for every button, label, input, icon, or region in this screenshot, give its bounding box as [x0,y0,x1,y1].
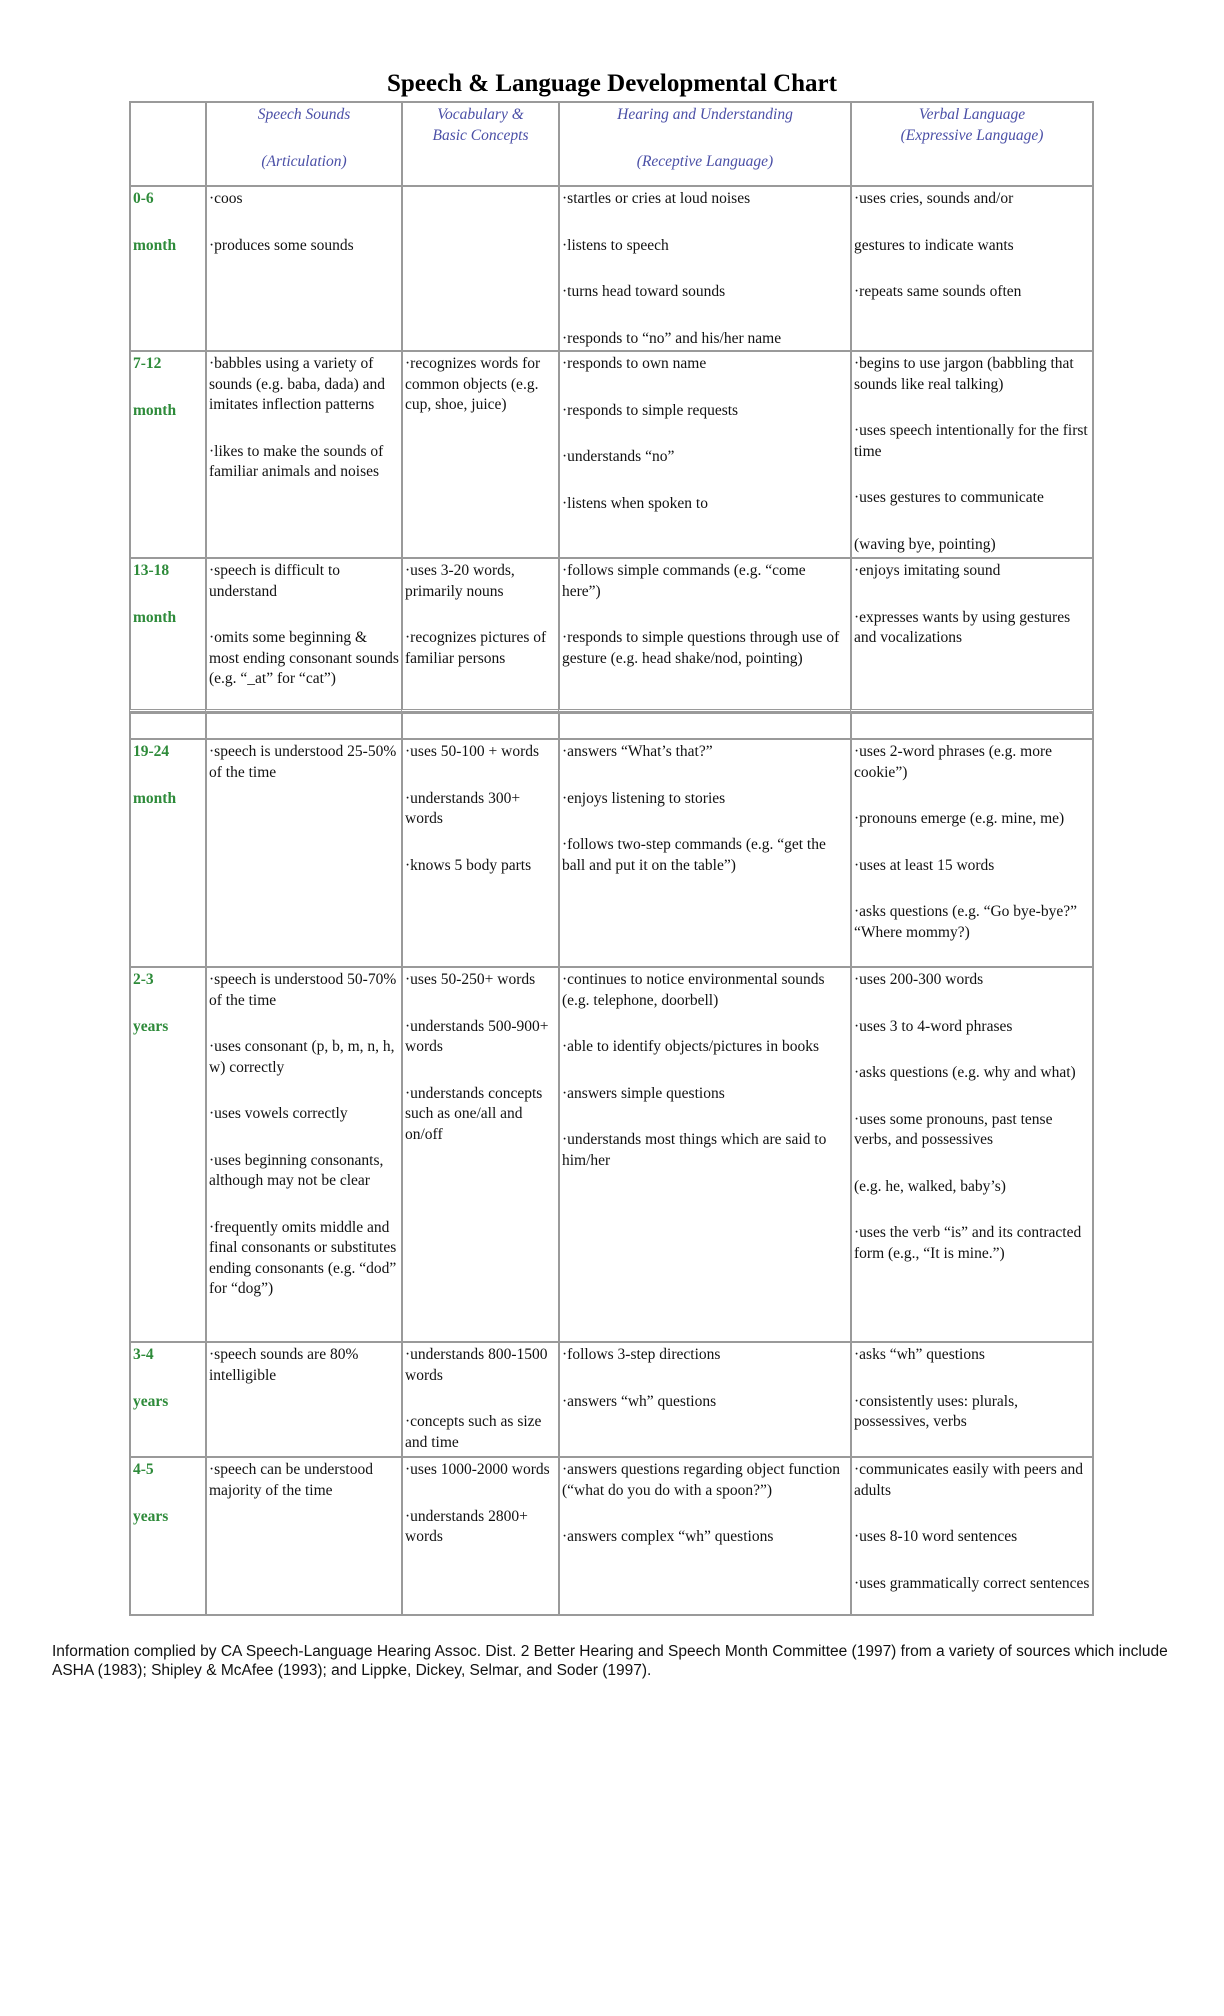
age-unit: month [133,236,177,254]
vocab-cell [401,1456,558,1616]
age-unit: years [133,1507,169,1525]
milestone-item: ·turns head toward sounds [562,283,726,300]
vocab-cell [401,557,558,712]
milestone-item: ·communicates easily with peers and adults [854,1461,1083,1499]
speech-cell [205,185,401,350]
age-cell [129,1341,205,1456]
milestone-item: ·speech sounds are 80% intelligible [209,1346,359,1384]
verbal-cell [850,966,1094,1341]
age-range: 19-24 [133,743,170,760]
spacer-cell [850,712,1094,738]
header-verbal-title: Verbal Language [918,106,1026,123]
milestone-item: ·repeats same sounds often [854,283,1022,300]
milestone-item: ·uses the verb “is” and its contracted form (e.g., “It is mine.”) [854,1224,1082,1262]
milestone-item: ·uses consonant (p, b, m, n, h, w) correctly [209,1038,395,1076]
milestone-item: ·speech is difficult to understand [209,562,341,600]
age-unit: month [133,789,177,807]
milestone-item: ·speech is understood 25-50% of the time [209,743,397,781]
header-vocabulary [401,101,558,185]
milestone-item: ·follows 3-step directions [562,1346,721,1363]
hearing-cell [558,185,850,350]
verbal-cell [850,185,1094,350]
milestone-item: ·responds to simple requests [562,401,739,419]
milestone-item: ·speech can be understood majority of the time [209,1461,373,1499]
speech-cell [205,1341,401,1456]
milestone-item: ·uses 3-20 words, primarily nouns [405,562,515,600]
age-unit: years [133,1392,169,1410]
milestone-item: ·answers questions regarding object function (“what do you do with a spoon?”) [562,1461,841,1499]
milestone-item: ·follows two-step commands (e.g. “get the ball and put it on the table”) [562,836,826,874]
milestone-item: ·understands concepts such as one/all and on/off [405,1084,543,1143]
milestone-item: ·uses gestures to communicate [854,489,1044,506]
milestone-item: ·answers complex “wh” questions [562,1528,774,1545]
milestone-item: ·omits some beginning & most ending consonant sounds (e.g. “_at” for “cat”) [209,629,399,687]
milestone-item: ·uses 50-250+ words [405,971,536,988]
milestone-item: ·uses at least 15 words [854,856,995,874]
milestone-item: (e.g. he, walked, baby’s) [854,1177,1006,1195]
speech-cell [205,738,401,966]
header-verbal [850,101,1094,185]
speech-cell [205,966,401,1341]
vocab-cell [401,738,558,966]
milestone-item: ·answers “What’s that?” [562,743,713,760]
spacer-cell [205,712,401,738]
age-range: 2-3 [133,971,154,988]
age-range: 7-12 [133,355,162,372]
header-hearing-title: Hearing and Understanding [617,106,793,123]
milestone-item: ·likes to make the sounds of familiar animals and noises [209,442,384,480]
page-title: Speech & Language Developmental Chart [387,70,837,97]
milestone-item: ·expresses wants by using gestures and vocalizations [854,608,1071,646]
speech-cell [205,1456,401,1616]
milestone-item: ·asks questions (e.g. “Go bye-bye?” “Where mommy?) [854,903,1077,941]
milestone-item: ·understands 800-1500 words [405,1346,548,1384]
milestone-item: gestures to indicate wants [854,236,1014,254]
age-range: 4-5 [133,1461,154,1478]
hearing-cell [558,557,850,712]
milestone-item: ·understands “no” [562,448,675,465]
table-row [129,350,1094,557]
milestone-item: ·uses 2-word phrases (e.g. more cookie”) [854,743,1052,781]
speech-cell [205,350,401,557]
spacer-cell [558,712,850,738]
milestone-item: ·babbles using a variety of sounds (e.g. baba, dada) and imitates inflection patterns [209,355,386,413]
spacer-cell [129,712,205,738]
header-verbal-subtitle: (Expressive Language) [900,126,1044,144]
verbal-cell [850,1341,1094,1456]
age-cell [129,350,205,557]
milestone-item: ·uses grammatically correct sentences [854,1574,1090,1592]
milestone-item: ·uses speech intentionally for the first time [854,422,1088,460]
hearing-cell [558,1456,850,1616]
milestone-item: ·pronouns emerge (e.g. mine, me) [854,810,1065,827]
header-speech-sounds-title: Speech Sounds [257,106,351,123]
milestone-item: ·uses 8-10 word sentences [854,1528,1018,1545]
milestone-item: ·enjoys listening to stories [562,789,726,807]
footnote: Information complied by CA Speech-Language Hearing Assoc. Dist. 2 Better Hearing and Speech Month Committee (1997) from a variety of sources which include ASHA (1983); Shipley & McAfee (1993); and Lippke, Dickey, Selmar, and Soder (1997). [52,1643,1168,1679]
age-cell [129,738,205,966]
header-row [129,101,1094,185]
milestone-item: ·frequently omits middle and final consonants or substitutes ending consonants (e.g. “dod” for “dog”) [209,1218,397,1297]
spacer-row [129,712,1094,738]
milestone-item: ·consistently uses: plurals, possessives, verbs [854,1392,1019,1430]
milestone-item: ·concepts such as size and time [405,1413,542,1451]
age-cell [129,966,205,1341]
milestone-item: ·recognizes words for common objects (e.g. cup, shoe, juice) [405,355,541,413]
vocab-cell [401,350,558,557]
header-age-cell [129,101,205,185]
verbal-cell [850,738,1094,966]
table-row [129,1341,1094,1456]
table-row [129,738,1094,966]
age-cell [129,557,205,712]
milestone-item: ·understands most things which are said to him/her [562,1131,827,1169]
age-unit: month [133,401,177,419]
milestone-item: ·knows 5 body parts [405,856,532,874]
milestone-item: ·able to identify objects/pictures in books [562,1038,819,1055]
developmental-chart-table [129,101,1094,1616]
age-cell [129,185,205,350]
milestone-item: ·uses 3 to 4-word phrases [854,1017,1013,1035]
milestone-item: ·produces some sounds [209,236,354,254]
milestone-item: ·understands 500-900+ words [405,1017,549,1055]
milestone-item: ·continues to notice environmental sounds (e.g. telephone, doorbell) [562,971,825,1009]
vocab-cell [401,1341,558,1456]
hearing-cell [558,350,850,557]
verbal-cell [850,350,1094,557]
spacer-cell [401,712,558,738]
milestone-item: ·asks “wh” questions [854,1346,985,1363]
table-row [129,966,1094,1341]
milestone-item: ·begins to use jargon (babbling that sounds like real talking) [854,355,1074,393]
header-hearing-subtitle: (Receptive Language) [636,152,774,170]
header-speech-sounds [205,101,401,185]
milestone-item: ·asks questions (e.g. why and what) [854,1064,1076,1081]
verbal-cell [850,1456,1094,1616]
age-range: 13-18 [133,562,170,579]
header-vocabulary-title: Vocabulary & [437,106,524,123]
age-range: 0-6 [133,190,154,207]
milestone-item: ·startles or cries at loud noises [562,190,751,207]
age-unit: years [133,1017,169,1035]
age-range: 3-4 [133,1346,154,1363]
milestone-item: ·listens when spoken to [562,494,708,512]
table-row [129,1456,1094,1616]
speech-cell [205,557,401,712]
milestone-item: ·answers simple questions [562,1084,725,1102]
milestone-item: ·answers “wh” questions [562,1392,717,1410]
milestone-item: ·uses cries, sounds and/or [854,190,1014,207]
age-cell [129,1456,205,1616]
header-speech-sounds-subtitle: (Articulation) [261,152,347,170]
hearing-cell [558,966,850,1341]
table-row [129,185,1094,350]
milestone-item: ·uses 200-300 words [854,971,984,988]
hearing-cell [558,738,850,966]
milestone-item: ·understands 300+ words [405,789,521,827]
table-row [129,557,1094,712]
milestone-item: ·uses 50-100 + words [405,743,540,760]
milestone-item: ·speech is understood 50-70% of the time [209,971,397,1009]
verbal-cell [850,557,1094,712]
milestone-item: ·uses 1000-2000 words [405,1461,550,1478]
milestone-item: ·responds to simple questions through use of gesture (e.g. head shake/nod, pointing) [562,629,840,667]
milestone-item: ·uses beginning consonants, although may not be clear [209,1151,384,1189]
milestone-item: ·responds to “no” and his/her name [562,329,782,347]
milestone-item: ·recognizes pictures of familiar persons [405,629,547,667]
milestone-item: ·responds to own name [562,355,707,372]
vocab-cell [401,966,558,1341]
milestone-item: ·listens to speech [562,236,669,254]
milestone-item: ·follows simple commands (e.g. “come here”) [562,562,806,600]
age-unit: month [133,608,177,626]
hearing-cell [558,1341,850,1456]
milestone-item: ·understands 2800+ words [405,1507,528,1545]
header-hearing [558,101,850,185]
milestone-item: ·enjoys imitating sound [854,562,1001,579]
milestone-item: ·uses vowels correctly [209,1105,348,1122]
vocab-cell [401,185,558,350]
milestone-item: (waving bye, pointing) [854,535,996,553]
milestone-item: ·uses some pronouns, past tense verbs, and possessives [854,1110,1053,1148]
header-vocabulary-subtitle: Basic Concepts [432,126,529,144]
milestone-item: ·coos [209,190,243,207]
